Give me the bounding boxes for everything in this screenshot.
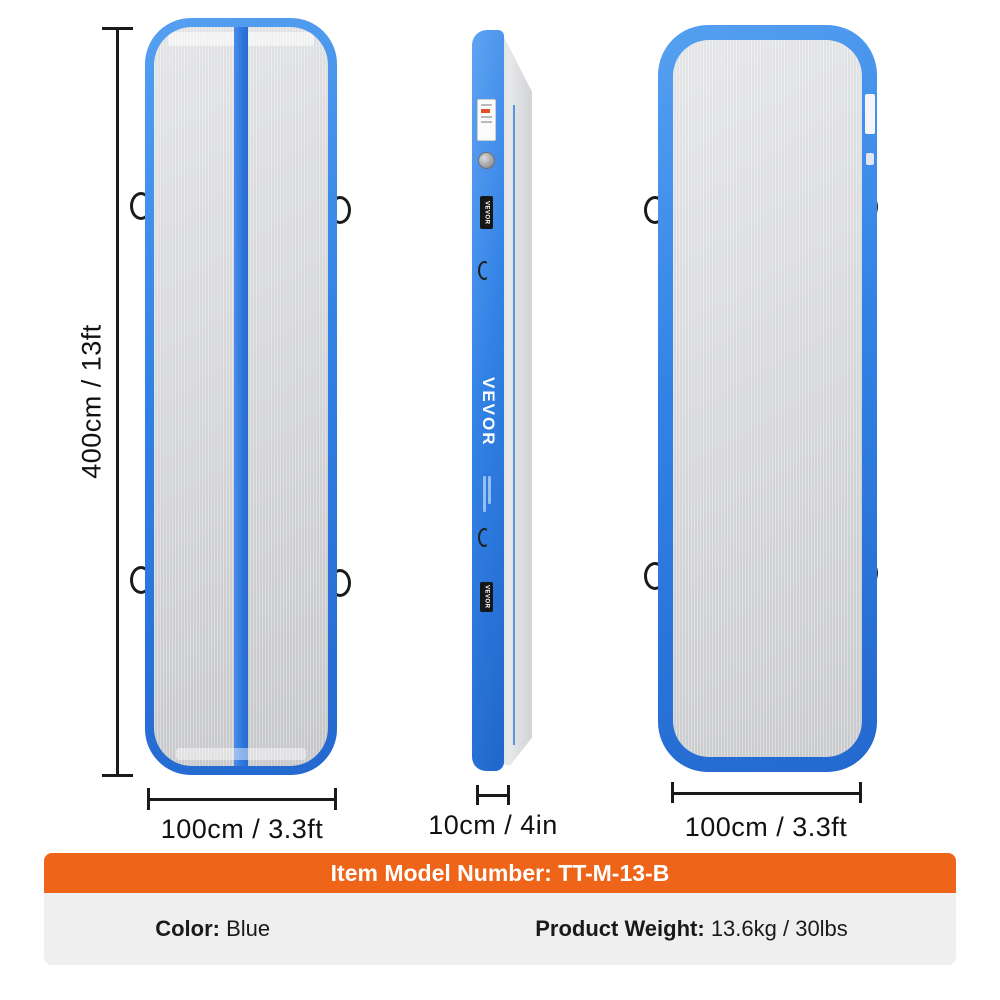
front-width-cap-left (147, 788, 150, 810)
back-width-cap-left (671, 782, 674, 803)
front-width-cap-right (334, 788, 337, 810)
back-width-dimension-line (672, 792, 861, 795)
brand-subtext-line (488, 476, 491, 504)
front-width-dimension-line (148, 798, 336, 801)
length-dimension-cap-bottom (102, 774, 133, 777)
tag-text-line (481, 116, 492, 118)
brand-tag-bottom (480, 582, 493, 612)
thickness-dimension-line (477, 794, 509, 797)
brand-tag-text: VEVOR (483, 200, 490, 225)
length-dimension-label: 400cm / 13ft (76, 324, 107, 479)
brand-tag-top (480, 196, 493, 229)
weight-spec (536, 893, 846, 965)
thickness-dimension-label: 10cm / 4in (428, 810, 558, 840)
color-value: Blue (226, 916, 271, 941)
model-number-value: TT-M-13-B (558, 859, 670, 886)
back-width-cap-right (859, 782, 862, 803)
weight-label: Product Weight: (535, 916, 711, 941)
thickness-cap-left (476, 785, 479, 805)
side-view-stripe-line (513, 105, 515, 745)
tag-text-line (481, 121, 492, 123)
front-view-mat (145, 18, 337, 775)
side-view-mat (472, 30, 504, 771)
brand-print: VEVOR (479, 377, 498, 447)
color-label: Color: (155, 916, 227, 941)
back-width-dimension-label: 100cm / 3.3ft (684, 812, 848, 842)
back-view-mat (658, 25, 877, 772)
length-dimension-line (116, 28, 119, 776)
weight-value: 13.6kg / 30lbs (710, 916, 848, 941)
inflation-valve (478, 152, 495, 169)
thickness-cap-right (507, 785, 510, 805)
back-mat-surface (673, 40, 862, 757)
specs-panel (44, 893, 956, 965)
tag-red-bar (481, 109, 490, 113)
side-handle-top (478, 261, 491, 280)
brand-subtext-line (483, 476, 486, 512)
color-spec (112, 893, 313, 965)
model-number-label: Item Model Number: (330, 859, 559, 886)
product-info-block (44, 853, 956, 965)
tag-text-line (481, 104, 492, 106)
front-mat-bottom-strip (176, 748, 306, 760)
back-edge-label (865, 94, 875, 134)
back-edge-valve (866, 153, 874, 165)
front-mat-surface (154, 27, 328, 766)
length-dimension-cap-top (102, 27, 133, 30)
front-width-dimension-label: 100cm / 3.3ft (160, 814, 324, 844)
model-number-banner (44, 853, 956, 893)
front-mat-center-stripe (234, 27, 248, 766)
care-label-tag (477, 99, 496, 141)
side-handle-bottom (478, 528, 491, 547)
brand-tag-text: VEVOR (483, 585, 490, 609)
